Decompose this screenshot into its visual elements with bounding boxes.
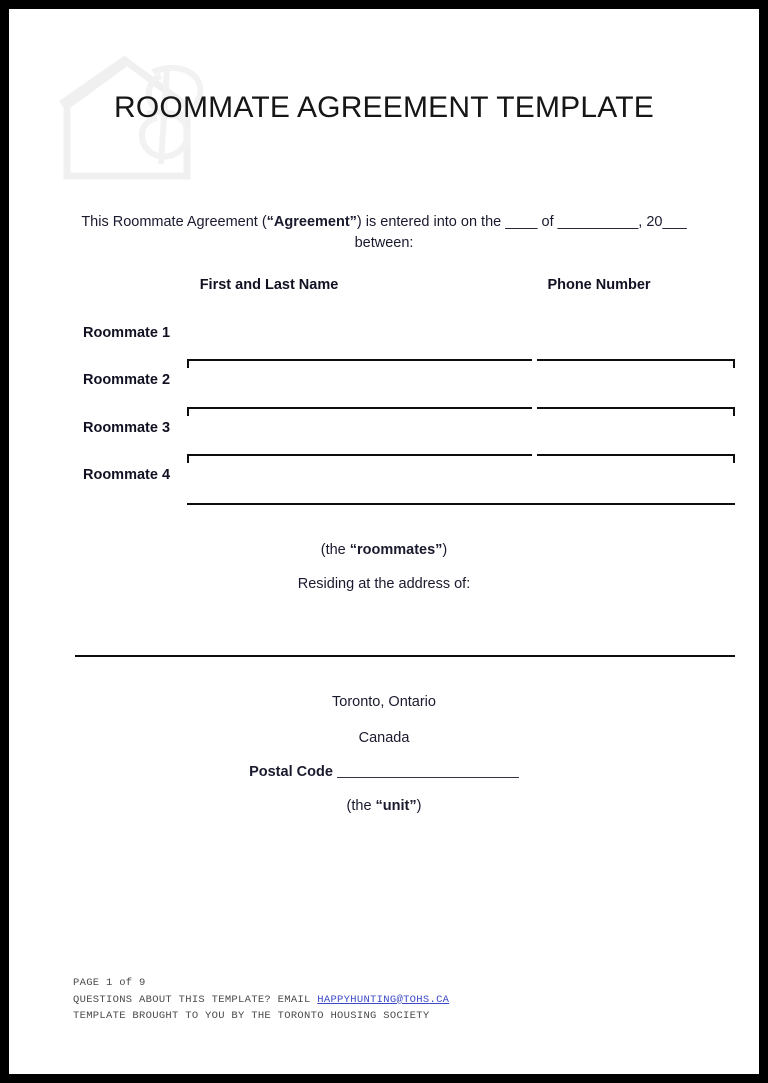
roommates-prefix: (the (320, 542, 350, 558)
postal-code-field[interactable] (337, 777, 519, 778)
intro-between: between: (354, 235, 414, 251)
roommate-3-label: Roommate 3 (83, 420, 171, 436)
intro-part1: This Roommate Agreement ( (81, 214, 267, 230)
unit-term: “unit” (375, 798, 417, 814)
roommate-row-rule-2 (187, 407, 735, 416)
name-field-rule-1[interactable] (187, 359, 532, 368)
roommate-4-label: Roommate 4 (83, 467, 171, 483)
roommate-1-label: Roommate 1 (83, 325, 171, 341)
name-field-rule-2[interactable] (187, 407, 532, 416)
residing-label: Residing at the address of: (297, 576, 471, 592)
address-field-rule[interactable] (75, 655, 735, 657)
column-header-name: First and Last Name (199, 277, 339, 293)
unit-definition (9, 798, 759, 814)
postal-code-row (9, 764, 759, 780)
column-header-phone: Phone Number (547, 277, 651, 293)
roommate-row-rule-3 (187, 454, 735, 463)
footer-brought-by: TEMPLATE BROUGHT TO YOU BY THE TORONTO HOUSING SOCIETY (73, 1010, 430, 1022)
intro-paragraph (69, 212, 699, 254)
roommates-definition (9, 542, 759, 558)
roommate-row-rule-1 (187, 359, 735, 368)
unit-prefix: (the (346, 798, 376, 814)
footer-questions-text: QUESTIONS ABOUT THIS TEMPLATE? EMAIL (73, 993, 318, 1006)
document-page (9, 9, 759, 1074)
roommates-suffix: ) (442, 542, 448, 558)
phone-field-rule-3[interactable] (537, 454, 735, 463)
page-title: ROOMMATE AGREEMENT TEMPLATE (114, 91, 654, 124)
footer-email-link[interactable]: HAPPYHUNTING@TOHS.CA (317, 993, 450, 1006)
postal-code-label: Postal Code (249, 764, 333, 780)
phone-field-rule-2[interactable] (537, 407, 735, 416)
roommate-table-bottom-rule (187, 503, 735, 505)
footer-questions-line (73, 992, 449, 1009)
address-country: Canada (358, 730, 410, 746)
roommates-term: “roommates” (349, 542, 443, 558)
name-field-rule-3[interactable] (187, 454, 532, 463)
address-city: Toronto, Ontario (332, 694, 436, 710)
roommate-table (9, 271, 759, 516)
intro-part2: ) is entered into on the ____ of __________, 20___ (356, 214, 687, 230)
unit-suffix: ) (416, 798, 422, 814)
footer-page-number: PAGE 1 of 9 (73, 977, 146, 989)
agreement-term: “Agreement” (266, 214, 357, 230)
roommate-2-label: Roommate 2 (83, 372, 171, 388)
phone-field-rule-1[interactable] (537, 359, 735, 368)
page-footer (73, 975, 449, 1025)
